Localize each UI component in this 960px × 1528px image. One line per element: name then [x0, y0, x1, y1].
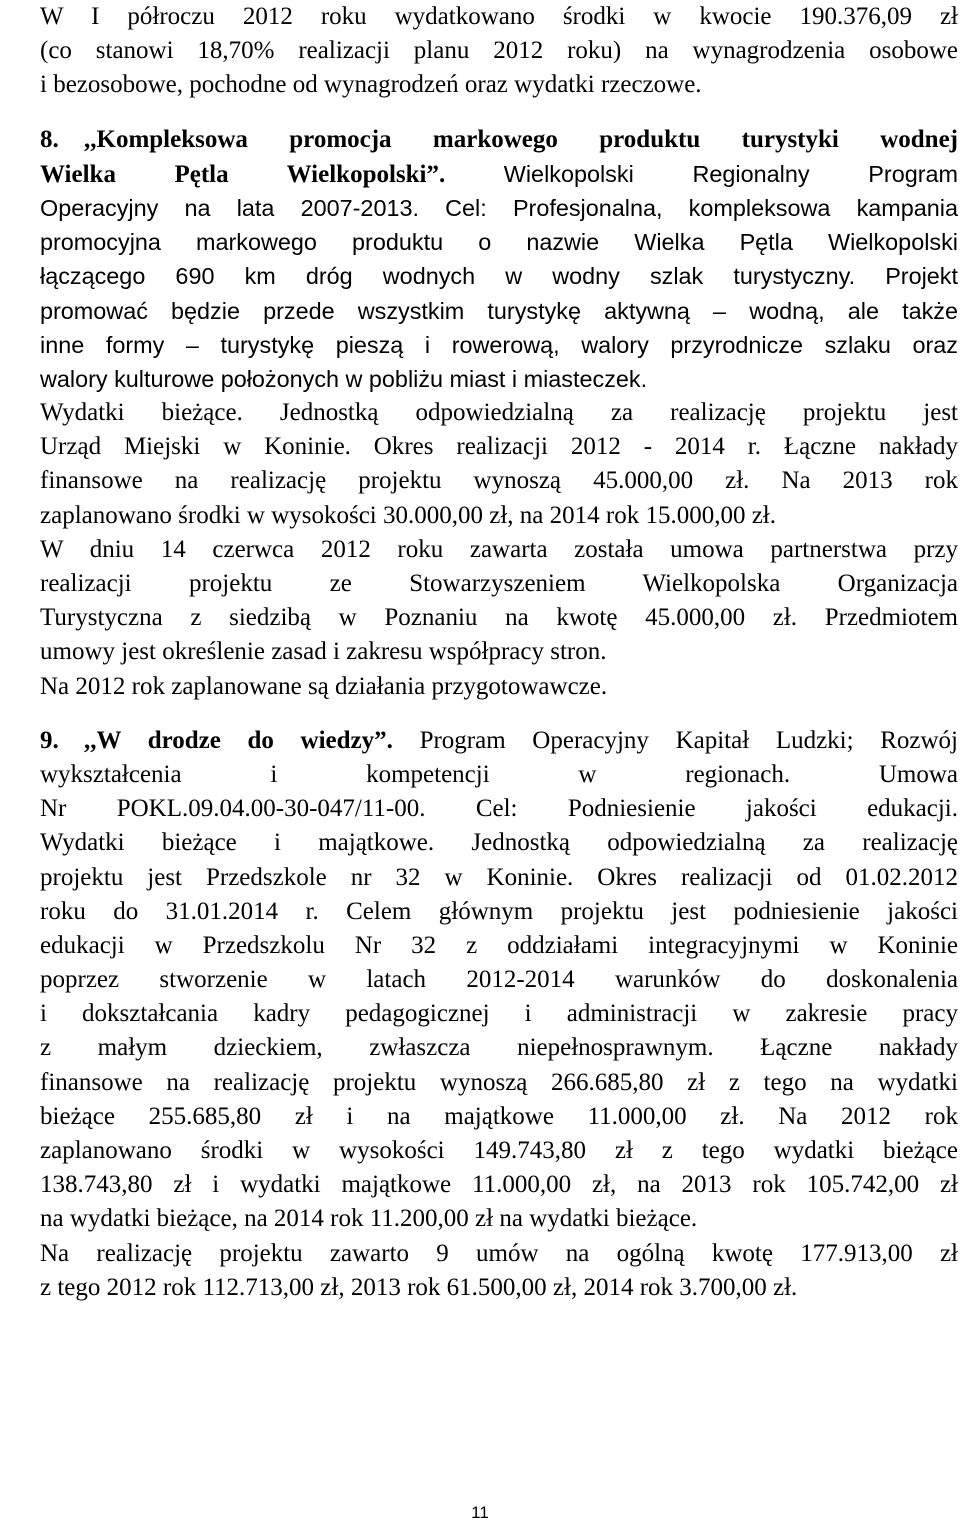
text-line: Na 2012 rok zaplanowane są działania przygotowawcze. [40, 672, 608, 700]
section-9 [40, 724, 958, 1305]
section-title: ,,W drodze do wiedzy”. [84, 726, 393, 754]
section-title: ,,Kompleksowa promocja markowego produktu turystyki wodnej [84, 125, 958, 153]
program-name: Wielkopolski Regionalny Program [503, 160, 958, 187]
text-line: łączącego 690 km dróg wodnych w wodny szlak turystyczny. Projekt [40, 263, 958, 290]
spacer [40, 103, 958, 123]
text-line: Turystyczna z siedzibą w Poznaniu na kwotę 45.000,00 zł. Przedmiotem [40, 604, 958, 632]
text-line: Na realizację projektu zawarto 9 umów na ogólną kwotę 177.913,00 zł [40, 1239, 958, 1267]
section-number: 9. [40, 726, 59, 754]
text-line: wykształcenia i kompetencji w regionach. Umowa [40, 760, 958, 788]
text-line: Wydatki bieżące i majątkowe. Jednostką odpowiedzialną za realizację [40, 829, 958, 857]
text-line: i bezosobowe, pochodne od wynagrodzeń oraz wydatki rzeczowe. [40, 71, 702, 99]
text-line: promocyjna markowego produktu o nazwie Wielka Pętla Wielkopolski [40, 229, 958, 256]
section-heading-line [40, 123, 958, 157]
text-line: i dokształcania kadry pedagogicznej i administracji w zakresie pracy [40, 1000, 958, 1028]
text-line [40, 157, 958, 191]
text-line: projektu jest Przedszkole nr 32 w Koninie. Okres realizacji od 01.02.2012 [40, 863, 958, 891]
text-line: z tego 2012 rok 112.713,00 zł, 2013 rok 61.500,00 zł, 2014 rok 3.700,00 zł. [40, 1273, 798, 1301]
program-name: Program Operacyjny Kapitał Ludzki; Rozwój [419, 726, 958, 754]
section-title-cont: Wielka Pętla Wielkopolski”. [40, 160, 446, 188]
text-line: walory kulturowe położonych w pobliżu miast i miasteczek. [40, 365, 648, 392]
section-heading-line [40, 724, 958, 758]
text-line: finansowe na realizację projektu wynoszą 266.685,80 zł z tego na wydatki [40, 1068, 958, 1096]
text-line: Nr POKL.09.04.00-30-047/11-00. Cel: Podniesienie jakości edukacji. [40, 795, 958, 823]
text-line: Urząd Miejski w Koninie. Okres realizacji 2012 - 2014 r. Łączne nakłady [40, 433, 958, 461]
text-line: Operacyjny na lata 2007-2013. Cel: Profesjonalna, kompleksowa kampania [40, 194, 958, 221]
text-line: poprzez stworzenie w latach 2012-2014 warunków do doskonalenia [40, 966, 958, 994]
text-line: (co stanowi 18,70% realizacji planu 2012 roku) na wynagrodzenia osobowe [40, 37, 958, 65]
text-line: promować będzie przede wszystkim turystykę aktywną – wodną, ale także [40, 297, 958, 324]
text-line: W dniu 14 czerwca 2012 roku zawarta została umowa partnerstwa przy [40, 535, 958, 563]
text-line: bieżące 255.685,80 zł i na majątkowe 11.000,00 zł. Na 2012 rok [40, 1102, 958, 1130]
document-page [40, 0, 958, 1305]
text-line: W I półroczu 2012 roku wydatkowano środki w kwocie 190.376,09 zł [40, 3, 958, 30]
text-line: na wydatki bieżące, na 2014 rok 11.200,00 zł na wydatki bieżące. [40, 1205, 698, 1233]
intro-paragraph [40, 0, 958, 103]
text-line: roku do 31.01.2014 r. Celem głównym projektu jest podniesienie jakości [40, 897, 958, 925]
text-line: edukacji w Przedszkolu Nr 32 z oddziałami integracyjnymi w Koninie [40, 931, 958, 959]
section-number: 8. [40, 125, 59, 153]
text-line: zaplanowano środki w wysokości 149.743,80 zł z tego wydatki bieżące [40, 1137, 958, 1164]
text-line: finansowe na realizację projektu wynoszą 45.000,00 zł. Na 2013 rok [40, 467, 958, 495]
text-line: umowy jest określenie zasad i zakresu współpracy stron. [40, 638, 607, 666]
section-8 [40, 123, 958, 704]
text-line: Wydatki bieżące. Jednostką odpowiedzialną za realizację projektu jest [40, 399, 958, 427]
spacer [40, 704, 958, 724]
text-line: zaplanowano środki w wysokości 30.000,00 zł, na 2014 rok 15.000,00 zł. [40, 501, 776, 529]
text-line: 138.743,80 zł i wydatki majątkowe 11.000,00 zł, na 2013 rok 105.742,00 zł [40, 1171, 958, 1199]
page-number: 11 [471, 1503, 489, 1522]
text-line: inne formy – turystykę pieszą i rowerową, walory przyrodnicze szlaku oraz [40, 331, 958, 358]
text-line: realizacji projektu ze Stowarzyszeniem Wielkopolska Organizacja [40, 570, 958, 597]
text-line: z małym dzieckiem, zwłaszcza niepełnosprawnym. Łączne nakłady [40, 1034, 958, 1062]
